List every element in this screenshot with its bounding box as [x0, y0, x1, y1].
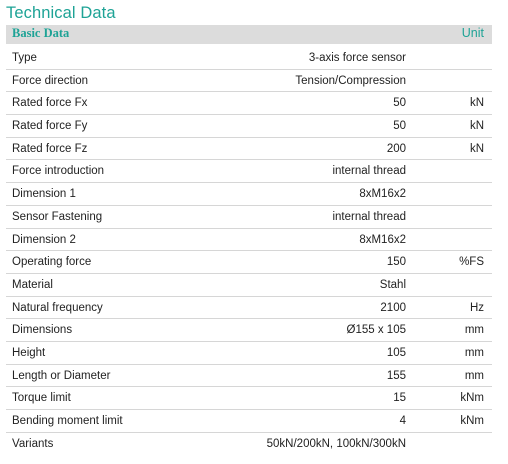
row-label: Force introduction — [12, 165, 105, 178]
table-row — [6, 251, 492, 274]
row-label: Length or Diameter — [12, 369, 111, 382]
row-value: 200 — [386, 142, 406, 155]
row-value: 3-axis force sensor — [308, 52, 406, 64]
row-label: Dimension 1 — [12, 188, 76, 201]
table-row — [6, 138, 492, 161]
row-unit: kNm — [460, 392, 484, 405]
table-row — [6, 387, 492, 410]
row-unit: kN — [469, 120, 484, 133]
row-label: Rated force Fz — [12, 142, 88, 155]
row-unit: kN — [469, 142, 484, 155]
row-value: 8xM16x2 — [359, 233, 406, 246]
table-row — [6, 47, 492, 70]
row-unit: kN — [469, 97, 484, 110]
row-unit: kNm — [460, 415, 484, 427]
table-row — [6, 342, 492, 365]
row-label: Rated force Fx — [12, 97, 88, 110]
table-header — [6, 25, 492, 44]
row-label: Variants — [12, 437, 54, 450]
row-value: 4 — [399, 415, 406, 427]
row-unit: Hz — [469, 301, 484, 314]
row-value: Stahl — [379, 278, 406, 291]
row-value: 15 — [393, 392, 406, 405]
row-label: Height — [12, 346, 46, 359]
row-unit: mm — [464, 369, 484, 382]
page-title: Technical Data — [6, 4, 116, 22]
table-row — [6, 206, 492, 229]
row-label: Sensor Fastening — [12, 210, 103, 223]
header-basic-data: Basic Data — [12, 26, 70, 40]
table-row — [6, 115, 492, 138]
row-label: Type — [12, 52, 37, 64]
row-value: 50 — [393, 120, 406, 133]
table-row — [6, 297, 492, 320]
row-label: Natural frequency — [12, 301, 103, 314]
table-row — [6, 183, 492, 206]
row-value: 50kN/200kN, 100kN/300kN — [266, 437, 406, 450]
row-label: Bending moment limit — [12, 415, 123, 427]
row-unit: mm — [464, 324, 484, 337]
row-value: Ø155 x 105 — [346, 324, 406, 337]
row-label: Dimension 2 — [12, 233, 76, 246]
table-row — [6, 433, 492, 456]
table-row — [6, 70, 492, 93]
row-unit: %FS — [459, 256, 484, 269]
row-label: Torque limit — [12, 392, 71, 405]
row-value: 105 — [386, 346, 406, 359]
row-label: Material — [12, 278, 53, 291]
row-value: 155 — [386, 369, 406, 382]
spec-table — [6, 47, 492, 455]
row-value: 50 — [393, 97, 406, 110]
table-row — [6, 229, 492, 252]
table-row — [6, 410, 492, 433]
row-value: 150 — [386, 256, 406, 269]
row-value: Tension/Compression — [295, 74, 406, 87]
table-row — [6, 365, 492, 388]
row-value: internal thread — [332, 165, 406, 178]
row-unit: mm — [464, 346, 484, 359]
header-unit: Unit — [461, 26, 484, 40]
row-value: 2100 — [380, 301, 406, 314]
row-label: Force direction — [12, 74, 89, 87]
row-label: Dimensions — [12, 324, 73, 337]
row-value: internal thread — [332, 210, 406, 223]
row-value: 8xM16x2 — [359, 188, 406, 201]
table-row — [6, 92, 492, 115]
table-row — [6, 274, 492, 297]
table-row — [6, 319, 492, 342]
table-row — [6, 160, 492, 183]
row-label: Operating force — [12, 256, 92, 269]
row-label: Rated force Fy — [12, 120, 88, 133]
